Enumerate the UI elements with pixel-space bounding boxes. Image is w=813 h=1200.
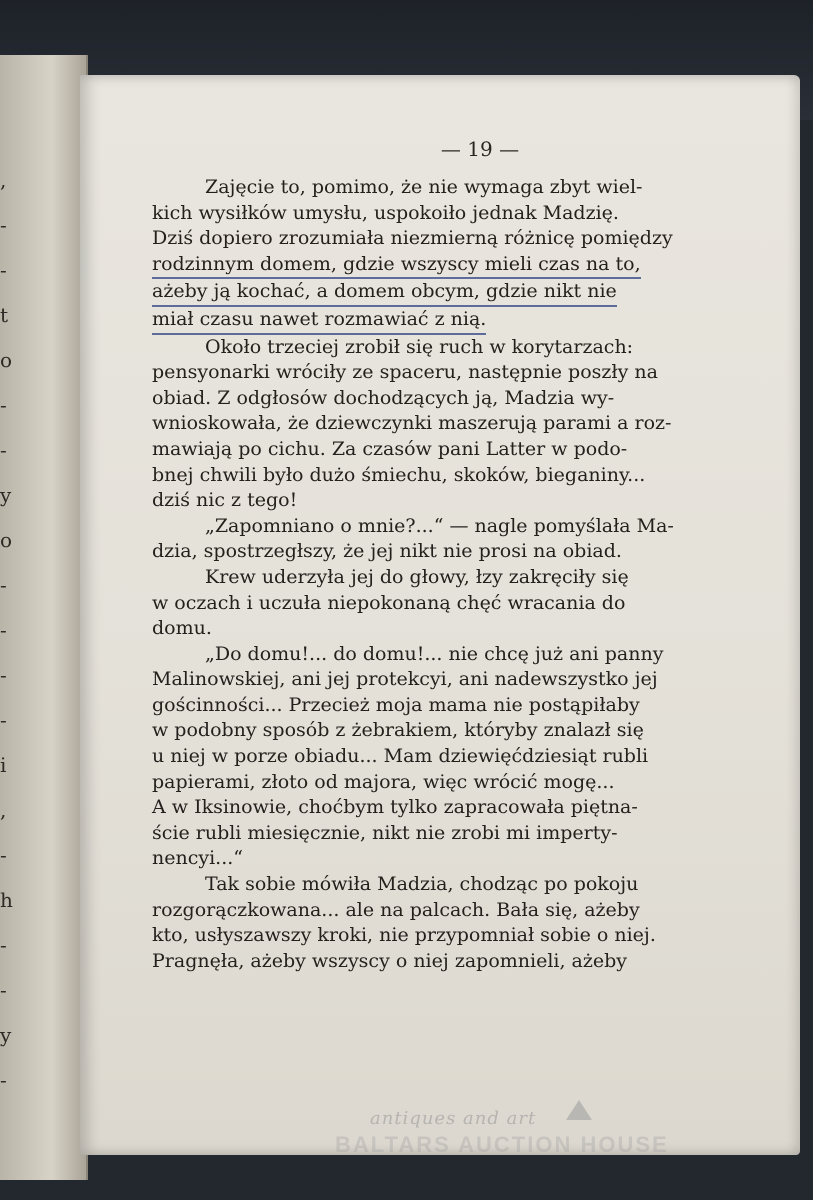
left-page-fragment: - [0,213,7,237]
body-text [152,175,692,974]
left-page-fragment: - [0,708,7,732]
text-line: rozgorączkowana... ale na palcach. Bała się, ażeby [152,898,640,921]
text-line: kto, usłyszawszy kroki, nie przypomniał sobie o niej. [152,924,656,947]
text-line: „Zapomniano o mnie?...“ — nagle pomyślała Ma- [205,514,674,537]
text-line: w podobny sposób z żebrakiem, któryby znalazł się [152,719,644,742]
paragraph [152,175,692,335]
left-page-fragment: y [0,483,12,507]
text-line: wnioskowała, że dziewczynki maszerują parami a roz- [152,412,672,435]
text-line: u niej w porze obiadu... Mam dziewięćdziesiąt rubli [152,745,649,768]
pencil-underline: rodzinnym domem, gdzie wszyscy mieli czas na to, [152,252,641,280]
text-line: dzia, spostrzegłszy, że jej nikt nie prosi na obiad. [152,540,622,563]
text-line: papierami, złoto od majora, więc wrócić mogę... [152,770,615,793]
crown-icon [566,1100,592,1120]
left-page-fragment: o [0,348,13,372]
left-page-fragment: - [0,843,7,867]
text-line: Około trzeciej zrobił się ruch w korytarzach: [205,335,634,358]
pencil-underline: ażeby ją kochać, a domem obcym, gdzie nikt nie [152,279,617,307]
text-line: nencyi...“ [152,847,244,870]
left-page-fragment: - [0,393,7,417]
left-page-fragment: i [0,753,7,777]
left-page-fragment: t [0,303,9,327]
text-line: Dziś dopiero zrozumiała niezmierną różnicę pomiędzy [152,227,673,250]
text-line: Malinowskiej, ani jej protekcyi, ani nadewszystko jej [152,668,658,691]
pencil-underline: miał czasu nawet rozmawiać z nią. [152,307,486,335]
paragraph [152,642,692,872]
text-line: Zajęcie to, pomimo, że nie wymaga zbyt wiel- [205,176,643,198]
text-line: ście rubli miesięcznie, nikt nie zrobi mi imperty- [152,821,618,844]
text-line [152,252,692,280]
text-line: Krew uderzyła jej do głowy, łzy zakręciły się [205,565,629,588]
text-line: bnej chwili było dużo śmiechu, skoków, bieganiny... [152,463,646,486]
text-line: pensyonarki wróciły ze spaceru, następnie poszły na [152,361,658,384]
left-page-fragment: o [0,528,13,552]
text-line [152,307,692,335]
text-line: w oczach i uczuła niepokonaną chęć wracania do [152,591,626,614]
text-line: mawiają po cichu. Za czasów pani Latter w podo- [152,437,628,460]
paragraph [152,565,692,642]
text-line: dziś nic z tego! [152,489,298,512]
paragraph [152,872,692,974]
left-page-fragment: - [0,933,7,957]
text-line: „Do domu!... do domu!... nie chcę już ani panny [205,642,664,665]
paragraph [152,335,692,514]
text-line: obiad. Z odgłosów dochodzących ją, Madzia wy- [152,386,615,409]
text-line: domu. [152,617,212,640]
text-line: gościnności... Przecież moja mama nie postąpiłaby [152,693,640,716]
left-page-fragment: - [0,618,7,642]
page-number: — 19 — [440,137,520,161]
book-page [80,75,800,1155]
text-line: A w Iksinowie, choćbym tylko zapracowała piętna- [152,796,638,819]
left-page-fragment: - [0,1068,7,1092]
watermark-text: antiques and art [370,1108,537,1129]
left-page-fragment: h [0,888,13,912]
left-page-fragment: - [0,258,7,282]
text-line: Pragnęła, ażeby wszyscy o niej zapomnieli, ażeby [152,949,628,972]
watermark-brand: BALTARS AUCTION HOUSE [335,1132,669,1157]
left-page-fragment: , [0,798,7,822]
left-page-fragment: - [0,573,7,597]
left-page-edge [0,55,88,1180]
text-line: Tak sobie mówiła Madzia, chodząc po pokoju [205,873,639,896]
left-page-fragment: - [0,663,7,687]
left-page-fragment: , [0,168,7,192]
text-line: kich wysiłków umysłu, uspokoiło jednak Madzię. [152,201,619,224]
left-page-fragment: - [0,438,7,462]
text-line [152,279,692,307]
left-page-fragment: y [0,1023,12,1047]
paragraph [152,514,692,565]
left-page-fragment: - [0,978,7,1002]
